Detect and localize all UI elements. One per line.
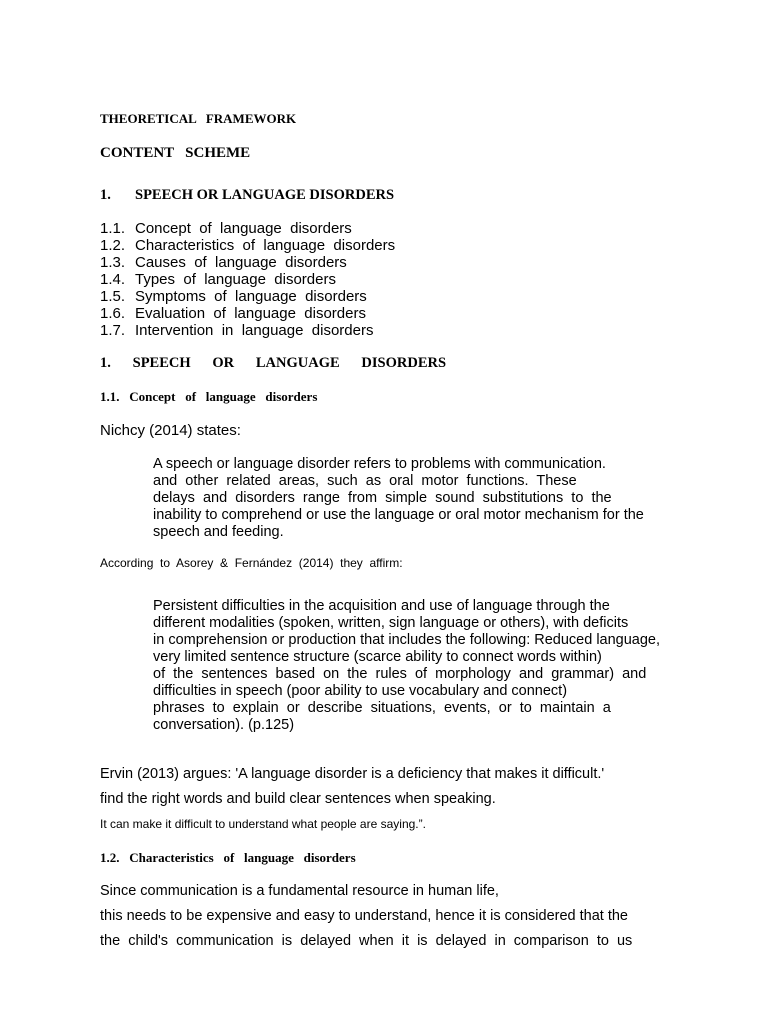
section1-heading-repeat: 1. SPEECH OR LANGUAGE DISORDERS	[100, 355, 447, 371]
toc-item: Types of language disorders	[135, 271, 336, 288]
section1-number: 1.	[100, 187, 111, 203]
quote-line: very limited sentence structure (scarce ability to connect words within)	[153, 649, 602, 665]
quote-line: delays and disorders range from simple sound substitutions to the	[153, 490, 612, 506]
section1-title: SPEECH OR LANGUAGE DISORDERS	[135, 187, 395, 203]
paragraph-line: this needs to be expensive and easy to understand, hence it is considered that the	[100, 908, 628, 924]
quote-line: A speech or language disorder refers to problems with communication.	[153, 456, 606, 472]
paragraph-line: It can make it difficult to understand what people are saying.”.	[100, 817, 426, 831]
quote-line: difficulties in speech (poor ability to use vocabulary and connect)	[153, 683, 568, 699]
quote-line: and other related areas, such as oral motor functions. These	[153, 473, 577, 489]
paragraph-line: Since communication is a fundamental resource in human life,	[100, 883, 499, 899]
toc-item: Characteristics of language disorders	[135, 237, 396, 254]
toc-number: 1.7.	[100, 322, 126, 339]
paragraph-line: Ervin (2013) argues: 'A language disorder is a deficiency that makes it difficult.'	[100, 766, 605, 782]
quote-line: Persistent difficulties in the acquisition and use of language through the	[153, 598, 610, 614]
framework-title: THEORETICAL FRAMEWORK	[100, 111, 297, 126]
toc-item: Concept of language disorders	[135, 220, 352, 237]
toc-number: 1.2.	[100, 237, 126, 254]
quote-line: conversation). (p.125)	[153, 717, 295, 733]
toc-item: Evaluation of language disorders	[135, 305, 366, 322]
toc-number: 1.3.	[100, 254, 126, 271]
quote-line: speech and feeding.	[153, 524, 284, 540]
toc-item: Intervention in language disorders	[135, 322, 374, 339]
nichcy-intro: Nichcy (2014) states:	[100, 422, 241, 439]
paragraph-line: the child's communication is delayed when it is delayed in comparison to us	[100, 933, 633, 949]
toc-item: Symptoms of language disorders	[135, 288, 367, 305]
quote-line: inability to comprehend or use the language or oral motor mechanism for the	[153, 507, 644, 523]
subsection-1-1-heading: 1.1. Concept of language disorders	[100, 389, 318, 404]
subsection-1-2-heading: 1.2. Characteristics of language disorders	[100, 850, 356, 865]
quote-line: of the sentences based on the rules of morphology and grammar) and	[153, 666, 647, 682]
quote-line: different modalities (spoken, written, sign language or others), with deficits	[153, 615, 629, 631]
quote-line: phrases to explain or describe situations, events, or to maintain a	[153, 700, 611, 716]
quote-line: in comprehension or production that includes the following: Reduced language,	[153, 632, 661, 648]
paragraph-line: find the right words and build clear sentences when speaking.	[100, 791, 496, 807]
asorey-intro: According to Asorey & Fernández (2014) they affirm:	[100, 556, 403, 570]
toc-number: 1.4.	[100, 271, 126, 288]
toc-number: 1.1.	[100, 220, 126, 237]
content-scheme-heading: CONTENT SCHEME	[100, 145, 251, 161]
toc-number: 1.5.	[100, 288, 126, 305]
toc-number: 1.6.	[100, 305, 126, 322]
toc-item: Causes of language disorders	[135, 254, 347, 271]
